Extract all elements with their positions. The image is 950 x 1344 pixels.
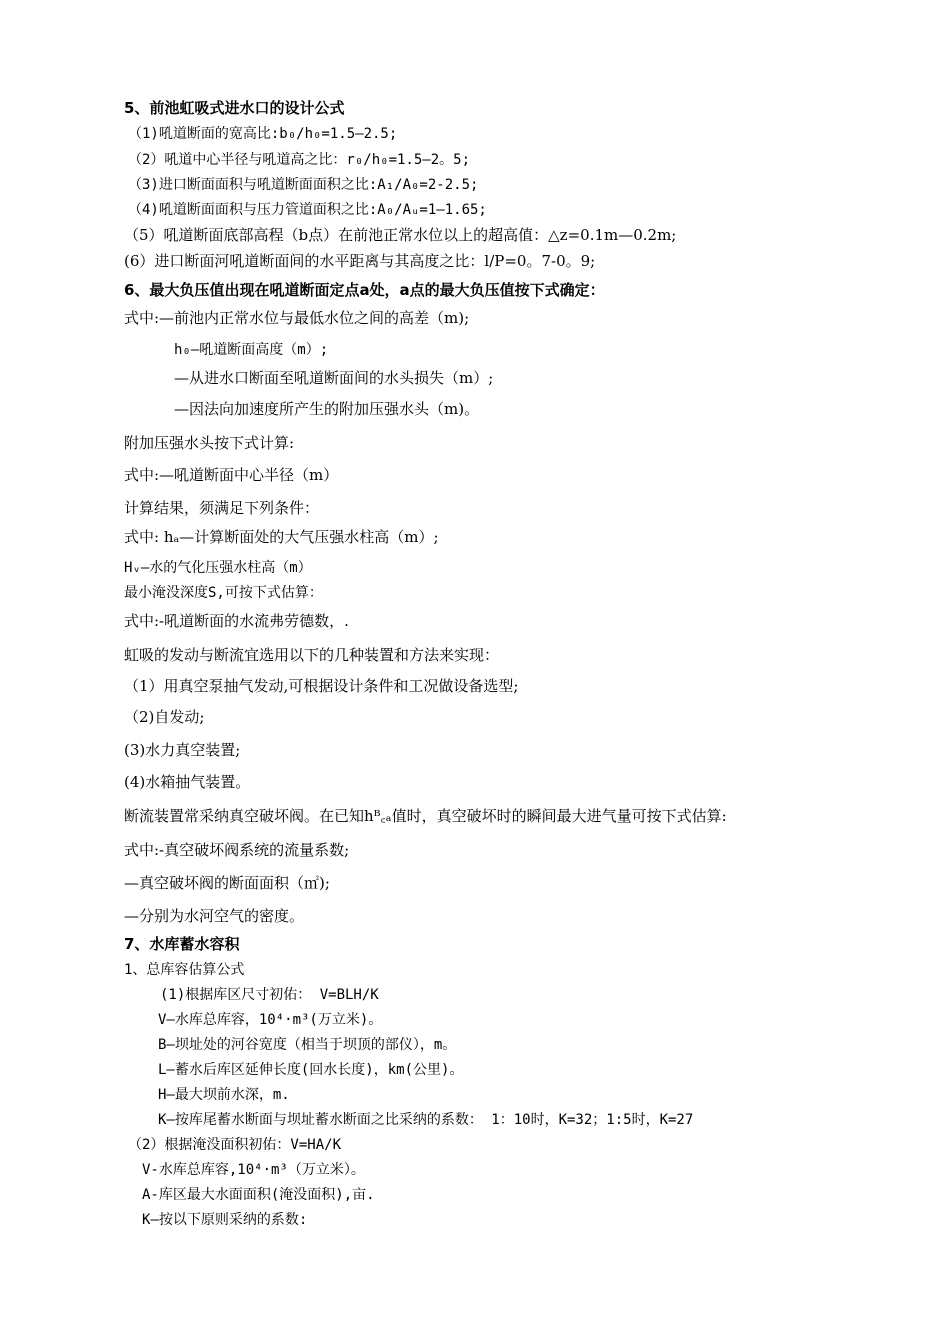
text-line: K—按库尾蓄水断面与坝址蓄水断面之比采纳的系数： 1：10时，K=32；1:5时，K=27 <box>158 1112 694 1128</box>
text-line: —分别为水河空气的密度。 <box>124 907 305 925</box>
text-line: Hᵥ—水的气化压强水柱高（m） <box>124 560 312 576</box>
text-line: A-库区最大水面面积(淹没面积),亩. <box>142 1187 375 1203</box>
text-line: 虹吸的发动与断流宜选用以下的几种装置和方法来实现： <box>124 646 500 664</box>
text-line: L—蓄水后库区延伸长度(回水长度)，km(公里)。 <box>158 1062 464 1078</box>
text-line: 断流装置常采纳真空破坏阀。在已知hᴮ꜀ₐ值时，真空破坏时的瞬间最大进气量可按下式估算: <box>124 807 727 825</box>
text-line: （3)进口断面面积与吼道断面面积之比:A₁/A₀=2-2.5; <box>128 177 479 193</box>
text-line: (3)水力真空装置; <box>124 741 241 759</box>
text-line: 1、总库容估算公式 <box>124 962 245 978</box>
text-line: （1)吼道断面的宽高比:b₀/h₀=1.5—2.5; <box>128 126 398 142</box>
heading-section-7: 7、水库蓄水容积 <box>124 935 240 953</box>
heading-section-5: 5、前池虹吸式进水口的设计公式 <box>124 99 345 117</box>
text-line: 附加压强水头按下式计算: <box>124 434 295 452</box>
text-line: （4)吼道断面面积与压力管道面积之比:A₀/Aᵤ=1—1.65; <box>128 202 487 218</box>
text-line: V-水库总库容,10⁴·m³（万立米）。 <box>142 1162 365 1178</box>
text-line: （5）吼道断面底部高程（b点）在前池正常水位以上的超高值：△z=0.1m—0.2m; <box>124 226 677 244</box>
text-line: （2）根据淹没面积初佑：V=HA/K <box>128 1137 342 1153</box>
heading-section-6: 6、最大负压值出现在吼道断面定点a处，a点的最大负压值按下式确定： <box>124 281 605 299</box>
text-line: V—水库总库容，10⁴·m³(万立米)。 <box>158 1012 383 1028</box>
text-line: 计算结果，须满足下列条件： <box>124 499 320 517</box>
text-line: (1)根据库区尺寸初佑： V=BLH/K <box>160 987 379 1003</box>
text-line: H—最大坝前水深，m. <box>158 1087 290 1103</box>
text-line: —真空破坏阀的断面面积（㎡); <box>124 874 330 892</box>
text-line: —从进水口断面至吼道断面间的水头损失（m）; <box>174 369 494 387</box>
text-line: 式中:—吼道断面中心半径（m） <box>124 466 339 484</box>
text-line: 式中:-真空破坏阀系统的流量系数; <box>124 841 350 859</box>
text-line: 式中:-吼道断面的水流弗劳德数，. <box>124 612 349 630</box>
text-line: (4)水箱抽气装置。 <box>124 773 251 791</box>
text-line: K—按以下原则采纳的系数: <box>142 1212 308 1228</box>
text-line: 式中: hₐ—计算断面处的大气压强水柱高（m）; <box>124 528 439 546</box>
text-line: 最小淹没深度S,可按下式估算： <box>124 585 323 601</box>
text-line: （2）吼道中心半径与吼道高之比：r₀/h₀=1.5—2。5; <box>128 152 471 168</box>
text-line: 式中:—前池内正常水位与最低水位之间的高差（m); <box>124 309 470 327</box>
text-line: (6）进口断面河吼道断面间的水平距离与其高度之比：l/P=0。7-0。9; <box>124 252 596 270</box>
text-line: h₀—吼道断面高度（m）; <box>174 342 329 358</box>
text-line: B—坝址处的河谷宽度（相当于坝顶的部仪），m。 <box>158 1037 457 1053</box>
text-line: （1）用真空泵抽气发动,可根据设计条件和工况做设备选型; <box>124 677 519 695</box>
text-line: —因法向加速度所产生的附加压强水头（m)。 <box>174 400 480 418</box>
text-line: （2)自发动; <box>124 708 205 726</box>
